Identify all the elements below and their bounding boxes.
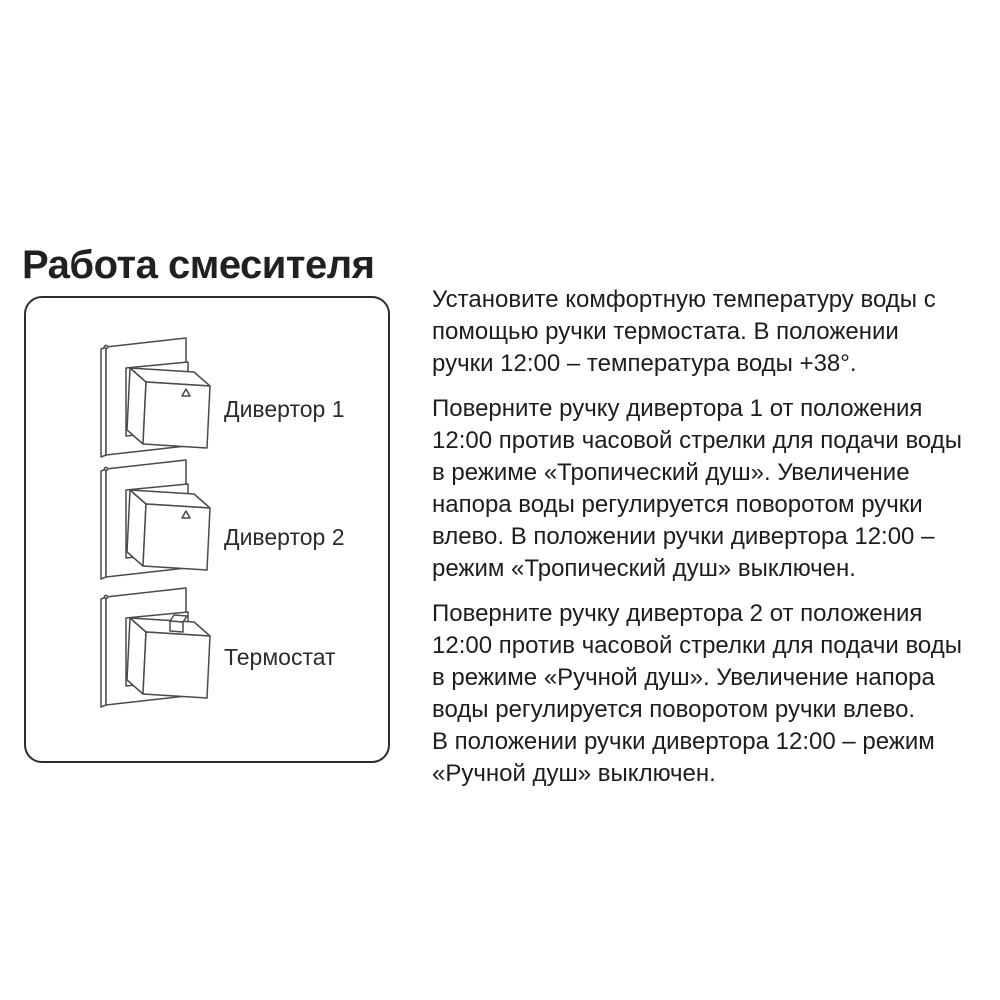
- text-line: воды регулируется поворотом ручки влево.: [432, 696, 916, 723]
- page-title: Работа смесителя: [22, 242, 375, 287]
- text-line: Поверните ручку дивертора 2 от положения: [432, 600, 923, 627]
- text-line: напора воды регулируется поворотом ручки: [432, 491, 923, 518]
- diverter-1-label: Дивертор 1: [224, 396, 345, 422]
- text-line: Установите комфортную температуру воды с: [432, 286, 936, 313]
- text-line: влево. В положении ручки дивертора 12:00 –: [432, 523, 935, 550]
- paragraph-diverter-1: [432, 393, 962, 585]
- instructions-column: [432, 284, 962, 803]
- text-line: режим «Тропический душ» выключен.: [432, 555, 856, 582]
- text-line: помощью ручки термостата. В положении: [432, 318, 899, 345]
- temperature-limit-button-icon: [170, 621, 183, 632]
- text-line: 12:00 против часовой стрелки для подачи воды: [432, 427, 962, 454]
- paragraph-diverter-2: [432, 598, 962, 790]
- text-line: в режиме «Ручной душ». Увеличение напора: [432, 664, 935, 691]
- text-line: 12:00 против часовой стрелки для подачи воды: [432, 632, 962, 659]
- diverter-2-label: Дивертор 2: [224, 524, 345, 550]
- thermostat-knob-icon: [88, 582, 220, 710]
- paragraph-thermostat: [432, 284, 962, 380]
- text-line: в режиме «Тропический душ». Увеличение: [432, 459, 910, 486]
- text-line: Поверните ручку дивертора 1 от положения: [432, 395, 923, 422]
- diverter-2-knob-icon: [88, 456, 220, 580]
- text-line: «Ручной душ» выключен.: [432, 760, 716, 787]
- text-line: В положении ручки дивертора 12:00 – режим: [432, 728, 935, 755]
- diverter-1-knob-icon: [88, 334, 220, 458]
- mixer-diagram-panel: [24, 296, 390, 763]
- text-line: ручки 12:00 – температура воды +38°.: [432, 350, 857, 377]
- thermostat-label: Термостат: [224, 644, 336, 670]
